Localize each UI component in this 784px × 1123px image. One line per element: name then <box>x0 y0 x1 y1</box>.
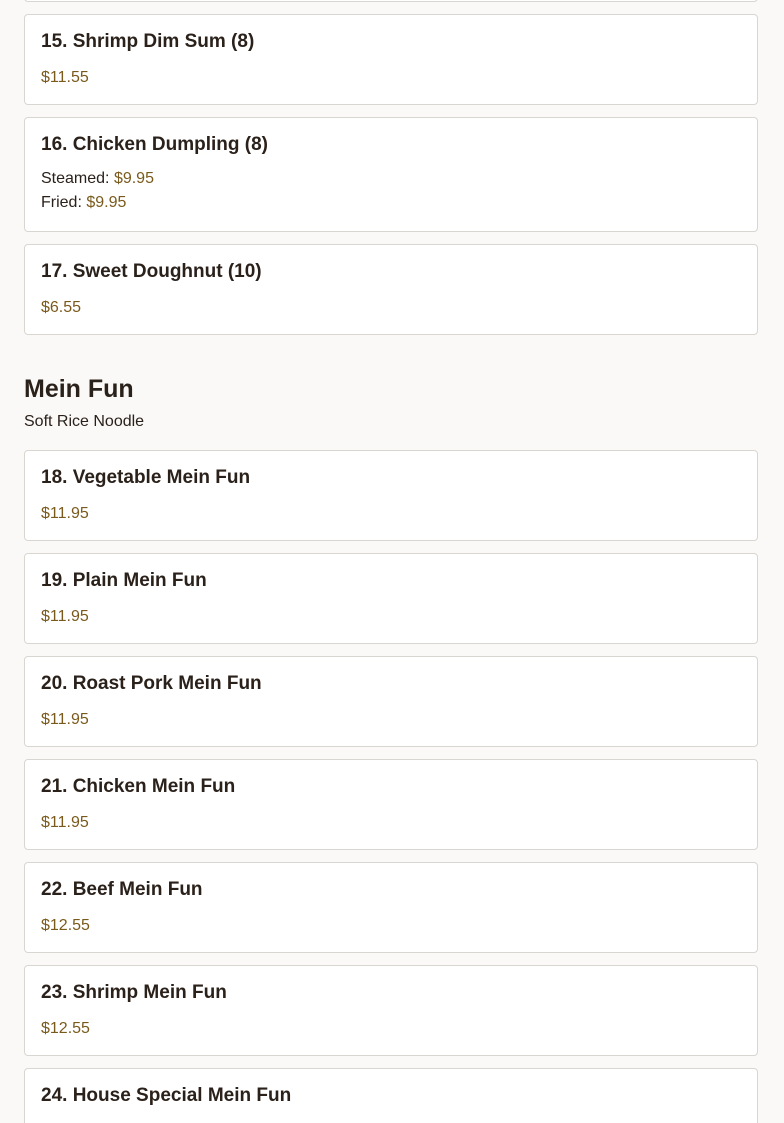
price-option-value: $9.95 <box>86 194 127 211</box>
price-option-row <box>41 191 741 215</box>
menu-item-name: 24. House Special Mein Fun <box>41 1085 292 1106</box>
menu-item-price: $11.95 <box>41 711 89 728</box>
menu-item-card[interactable] <box>24 759 758 850</box>
price-option-value: $9.95 <box>113 170 154 187</box>
menu-item-price: $12.55 <box>41 1020 90 1037</box>
menu-item-name: 15. Shrimp Dim Sum (8) <box>41 31 255 52</box>
menu-item-card[interactable] <box>24 1068 758 1123</box>
menu-item-price: $11.55 <box>41 69 89 86</box>
menu-item-card[interactable] <box>24 656 758 747</box>
menu-item-name: 22. Beef Mein Fun <box>41 879 203 900</box>
menu-item-price: $12.55 <box>41 917 90 934</box>
menu-item-card[interactable] <box>24 965 758 1056</box>
menu-item-card[interactable] <box>24 0 758 2</box>
menu-item-name: 18. Vegetable Mein Fun <box>41 467 251 488</box>
menu-item-card[interactable] <box>24 450 758 541</box>
menu-item-price: $11.95 <box>41 505 89 522</box>
price-option-label: Steamed: <box>41 170 110 187</box>
section-subtitle: Soft Rice Noodle <box>24 413 145 430</box>
menu-item-card[interactable] <box>24 553 758 644</box>
menu-item-card[interactable] <box>24 117 758 232</box>
price-option-label: Fried: <box>41 194 82 211</box>
menu-item-price: $11.95 <box>41 814 89 831</box>
menu-item-name: 19. Plain Mein Fun <box>41 570 207 591</box>
menu-item-name: 16. Chicken Dumpling (8) <box>41 134 268 155</box>
menu-item-card[interactable] <box>24 244 758 335</box>
menu-item-name: 21. Chicken Mein Fun <box>41 776 236 797</box>
menu-item-name: 17. Sweet Doughnut (10) <box>41 261 262 282</box>
menu-item-price: $11.95 <box>41 608 89 625</box>
menu-item-name: 23. Shrimp Mein Fun <box>41 982 227 1003</box>
price-option-row <box>41 167 741 191</box>
menu-item-price: $6.55 <box>41 299 82 316</box>
menu-item-card[interactable] <box>24 862 758 953</box>
menu-item-card[interactable] <box>24 14 758 105</box>
section-title: Mein Fun <box>24 375 134 403</box>
menu-item-name: 20. Roast Pork Mein Fun <box>41 673 262 694</box>
